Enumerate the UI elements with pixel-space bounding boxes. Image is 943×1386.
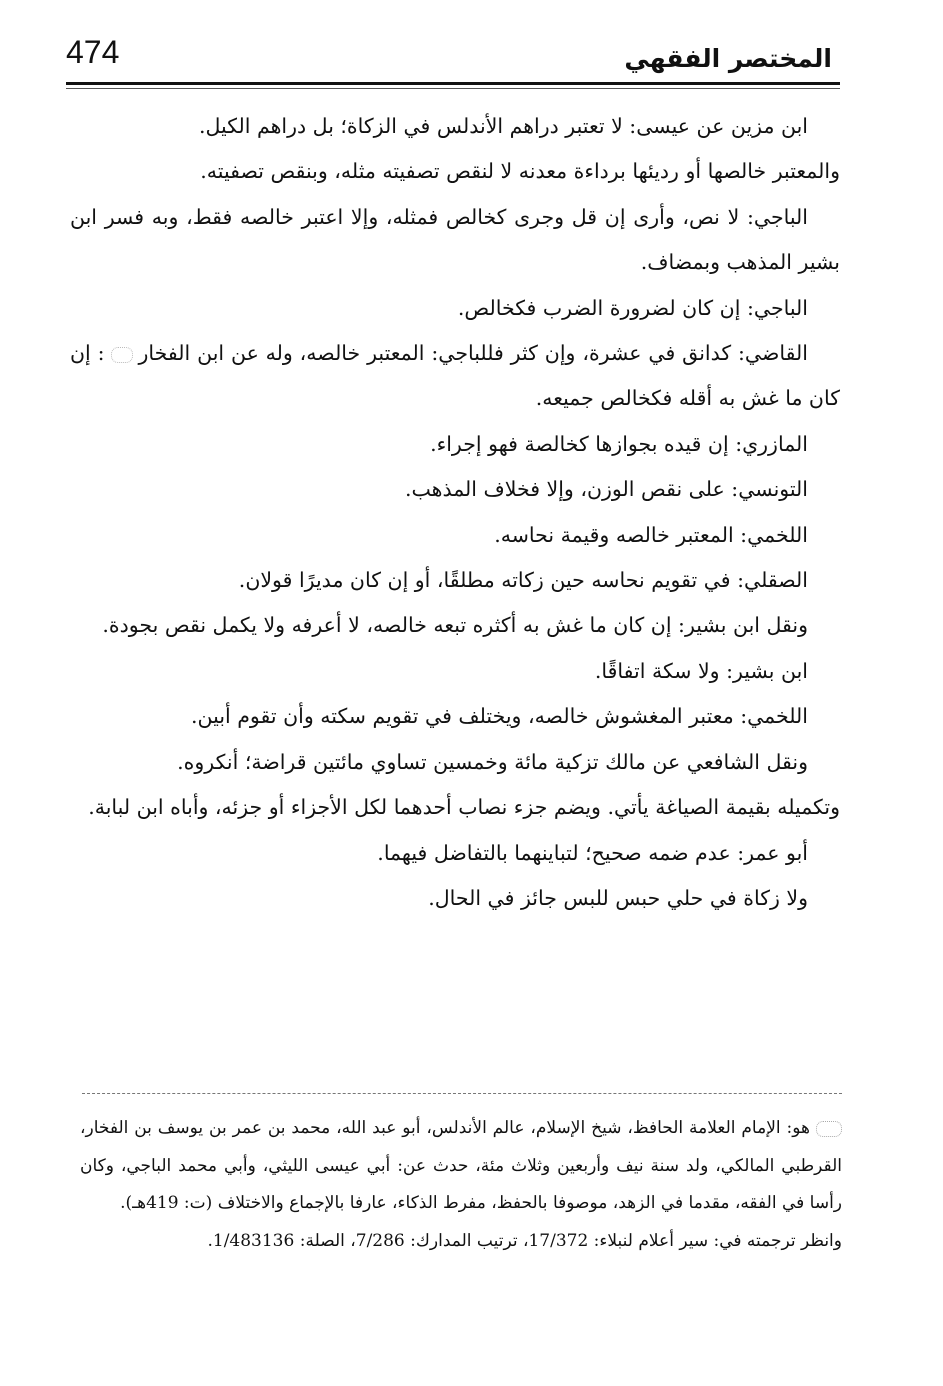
paragraph: والمعتبر خالصها أو رديئها برداءة معدنه لا لنقص تصفيته مثله، وبنقص تصفيته.	[200, 159, 840, 184]
header-rule	[66, 82, 840, 85]
page-number: 474	[66, 34, 120, 70]
footnote-references: وانظر ترجمته في: سير أعلام لنبلاء: 17/372، ترتيب المدارك: 7/286، الصلة: 1/483136.	[207, 1230, 842, 1251]
paragraph: الباجي: لا نص، وأرى إن قل وجرى كخالص فمثله، وإلا اعتبر خالصه فقط، وبه فسر ابن بشير المذهب وبمضاف.	[70, 204, 840, 275]
paragraph: الصقلي: في تقويم نحاسه حين زكاته مطلقًا، أو إن كان مديرًا قولان.	[238, 568, 808, 593]
paragraph: الباجي: إن كان لضرورة الضرب فكخالص.	[457, 295, 808, 320]
paragraph-text: : إن كان ما غش به أقله فكخالص جميعه.	[70, 341, 840, 411]
paragraph: اللخمي: معتبر المغشوش خالصه، ويختلف في تقويم سكته وأن تقوم أبين.	[191, 704, 808, 729]
paragraph-with-footnote	[70, 331, 840, 422]
paragraph: المازري: إن قيده بجوازها كخالصة فهو إجراء.	[430, 431, 808, 456]
footnote-separator	[82, 1093, 842, 1094]
main-text	[70, 104, 840, 921]
paragraph: وتكميله بقيمة الصياغة يأتي. ويضم جزء نصاب أحدهما لكل الأجزاء أو جزئه، وأباه ابن لبابة.	[88, 795, 840, 820]
paragraph: ابن بشير: ولا سكة اتفاقًا.	[594, 658, 808, 683]
paragraph: ونقل ابن بشير: إن كان ما غش به أكثره تبعه خالصه، لا أعرفه ولا يكمل نقص بجودة.	[102, 613, 808, 638]
paragraph-text: القاضي: كدانق في عشرة، وإن كثر فللباجي: المعتبر خالصه، وله عن ابن الفخار	[138, 341, 808, 366]
page-header	[66, 28, 840, 92]
footnote	[80, 1110, 842, 1223]
footnotes	[80, 1110, 842, 1260]
footnote-reference-marker	[111, 347, 133, 363]
book-title: المختصر الفقهي	[624, 44, 832, 73]
header-rule-thin	[66, 88, 840, 89]
paragraph: اللخمي: المعتبر خالصه وقيمة نحاسه.	[494, 522, 808, 547]
footnote-marker	[816, 1121, 842, 1137]
paragraph: أبو عمر: عدم ضمه صحيح؛ لتباينهما بالتفاضل فيهما.	[377, 840, 808, 865]
footnote-text: هو: الإمام العلامة الحافظ، شيخ الإسلام، عالم الأندلس، أبو عبد الله، محمد بن عمر بن يوسف بن الفخار، القرطبي المالكي، ولد سنة نيف وأربعين وثلاث مئة، حدث عن: أبي عيسى الليثي، وأبي محمد الباجي، وكان رأسا في الفقه، مقدما في الزهد، موصوفا بالحفظ، مفرط الذكاء، عارفا بالإجماع والاختلاف (ت: 419هـ).	[80, 1118, 842, 1213]
paragraph: ونقل الشافعي عن مالك تزكية مائة وخمسين تساوي مائتين قراضة؛ أنكروه.	[177, 749, 808, 774]
paragraph: التونسي: على نقص الوزن، وإلا فخلاف المذهب.	[404, 477, 808, 502]
paragraph: ابن مزين عن عيسى: لا تعتبر دراهم الأندلس في الزكاة؛ بل دراهم الكيل.	[198, 114, 808, 138]
paragraph: ولا زكاة في حلي حبس للبس جائز في الحال.	[428, 885, 808, 910]
